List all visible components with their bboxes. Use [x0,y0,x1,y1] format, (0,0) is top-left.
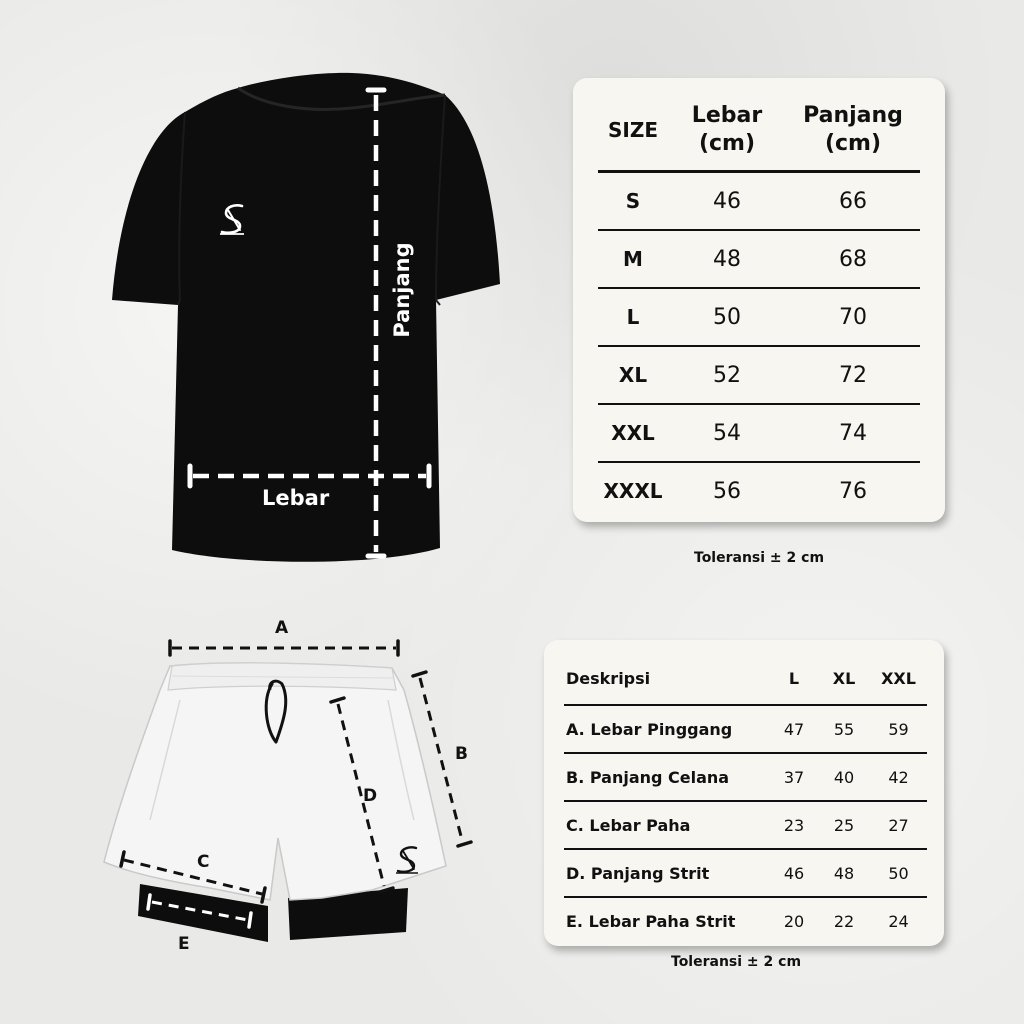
size-cell: S [625,189,641,213]
header-size: SIZE [607,118,658,142]
value-xl-cell: 40 [833,767,855,787]
value-l-cell: 47 [783,719,805,739]
size-cell: M [623,247,643,271]
table-row [598,405,920,463]
width-cell: 46 [713,188,741,214]
description-cell: D. Panjang Strit [566,863,710,883]
value-xl-cell: 25 [833,815,855,835]
header-xl: XL [832,668,856,688]
header-xxl: XXL [881,668,916,688]
shorts-label-e: E [178,934,190,954]
value-l-cell: 37 [783,767,805,787]
size-cell: XL [618,363,648,387]
shirt-tolerance-note: Toleransi ± 2 cm [694,550,825,566]
shirt-size-card [573,78,945,522]
value-xxl-cell: 59 [888,719,909,739]
table-row [598,347,920,405]
value-xxl-cell: 24 [888,911,909,931]
value-l-cell: 46 [783,863,805,883]
description-cell: A. Lebar Pinggang [566,719,733,739]
width-cell: 48 [713,246,741,272]
description-cell: B. Panjang Celana [566,767,730,787]
width-cell: 54 [713,420,741,446]
table-row [598,289,920,347]
width-cell: 50 [713,304,741,330]
value-xxl-cell: 42 [888,767,909,787]
table-row [564,706,927,754]
shirt-size-table [598,90,920,519]
width-cell: 52 [713,362,741,388]
length-cell: 76 [839,478,867,504]
length-cell: 66 [839,188,867,214]
value-xxl-cell: 27 [888,815,909,835]
length-cell: 74 [839,420,867,446]
shirt-table-header [598,90,920,173]
shorts-tolerance-note: Toleransi ± 2 cm [671,954,802,970]
value-xl-cell: 48 [833,863,855,883]
value-xl-cell: 55 [833,719,855,739]
size-cell: XXL [611,421,655,445]
header-width: Lebar (cm) [691,103,763,156]
header-length: Panjang (cm) [803,103,903,156]
table-row [564,754,927,802]
shorts-table-header [564,652,927,706]
header-description: Deskripsi [566,668,651,688]
description-cell: E. Lebar Paha Strit [566,911,736,931]
shorts-label-a: A [275,618,289,638]
length-cell: 68 [839,246,867,272]
shorts-size-card [544,640,944,946]
shorts-measure-a [170,641,398,655]
length-cell: 72 [839,362,867,388]
value-l-cell: 23 [783,815,805,835]
size-cell: XXXL [603,479,663,503]
value-xl-cell: 22 [833,911,855,931]
value-xxl-cell: 50 [888,863,909,883]
length-cell: 70 [839,304,867,330]
size-cell: L [626,305,640,329]
header-l: L [788,668,800,688]
shirt-width-label: Lebar [262,486,330,510]
table-row [564,850,927,898]
table-row [564,802,927,850]
shorts-label-b: B [455,744,468,764]
shorts-label-c: C [197,852,210,872]
shorts-image [104,663,446,942]
value-l-cell: 20 [783,911,805,931]
shirt-length-label: Panjang [390,242,414,338]
table-row [598,463,920,519]
shorts-label-d: D [363,786,378,806]
shorts-size-table [564,652,927,944]
description-cell: C. Lebar Paha [566,815,691,835]
width-cell: 56 [713,478,741,504]
table-row [598,173,920,231]
table-row [564,898,927,944]
table-row [598,231,920,289]
